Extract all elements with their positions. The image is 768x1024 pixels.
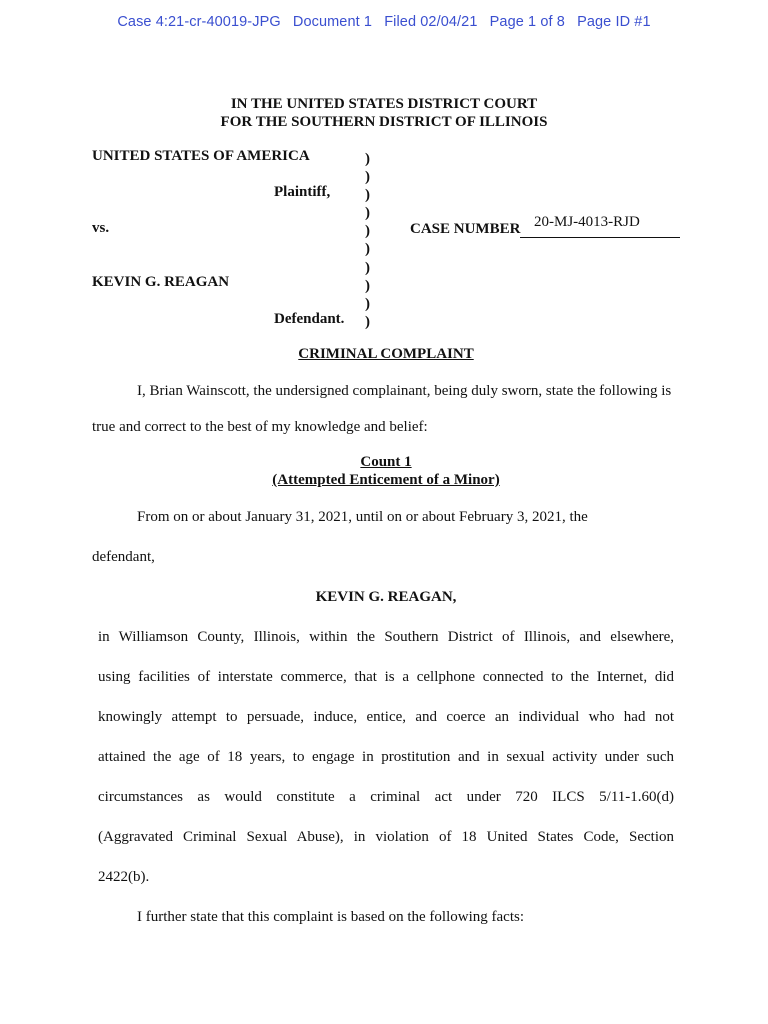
paren-line: ) [365, 205, 370, 222]
case-number-value: 20-MJ-4013-RJD [534, 214, 640, 230]
paren-line: ) [365, 277, 370, 294]
intro-line-2: true and correct to the best of my knowledge and belief: [92, 419, 428, 435]
stamp-page: Page 1 of 8 [489, 14, 565, 30]
paren-line: ) [365, 313, 370, 330]
count-subtitle: (Attempted Enticement of a Minor) [272, 472, 500, 488]
paren-line: ) [365, 295, 370, 312]
plaintiff-role: Plaintiff, [274, 184, 331, 200]
body-line: 2422(b). [98, 869, 150, 885]
paren-line: ) [365, 187, 370, 204]
stamp-document: Document 1 [292, 14, 373, 30]
paren-line: ) [365, 223, 370, 240]
court-title-line1: IN THE UNITED STATES DISTRICT COURT [230, 96, 538, 112]
caption-parentheses [365, 150, 370, 331]
defendant-role: Defendant. [274, 311, 345, 327]
stamp-filed: Filed 02/04/21 [384, 14, 478, 30]
defendant-word: defendant, [92, 549, 155, 565]
paren-line: ) [365, 241, 370, 258]
body-line: attained the age of 18 years, to engage in prostitution and in sexual activity under such [98, 749, 674, 765]
plaintiff-name: UNITED STATES OF AMERICA [92, 148, 310, 164]
paren-line: ) [365, 151, 370, 167]
complaint-title: CRIMINAL COMPLAINT [298, 346, 474, 362]
stamp-page-id: Page ID #1 [577, 14, 651, 30]
body-line: circumstances as would constitute a criminal act under 720 ILCS 5/11-1.60(d) [98, 789, 674, 805]
body-line: (Aggravated Criminal Sexual Abuse), in violation of 18 United States Code, Section [98, 829, 674, 845]
count-title: Count 1 [360, 454, 412, 470]
case-number-underline [520, 237, 680, 238]
defendant-name-body: KEVIN G. REAGAN, [315, 589, 457, 605]
court-title [0, 95, 768, 131]
paren-line: ) [365, 169, 370, 186]
court-title-line2: FOR THE SOUTHERN DISTRICT OF ILLINOIS [220, 114, 548, 130]
body-line: in Williamson County, Illinois, within the Southern District of Illinois, and elsewhere, [98, 629, 674, 645]
paren-line: ) [365, 259, 370, 276]
intro-line-1: I, Brian Wainscott, the undersigned complainant, being duly sworn, state the following is [137, 383, 672, 399]
filing-stamp [0, 14, 768, 30]
defendant-name-caption: KEVIN G. REAGAN [92, 274, 230, 290]
versus-label: vs. [92, 220, 110, 236]
case-number-label: CASE NUMBER [410, 221, 521, 237]
date-line: From on or about January 31, 2021, until on or about February 3, 2021, the [137, 509, 588, 525]
facts-line: I further state that this complaint is based on the following facts: [137, 909, 524, 925]
body-line: knowingly attempt to persuade, induce, entice, and coerce an individual who had not [98, 709, 674, 725]
stamp-case: Case 4:21-cr-40019-JPG [117, 14, 281, 30]
body-line: using facilities of interstate commerce, that is a cellphone connected to the Internet, did [98, 669, 674, 685]
